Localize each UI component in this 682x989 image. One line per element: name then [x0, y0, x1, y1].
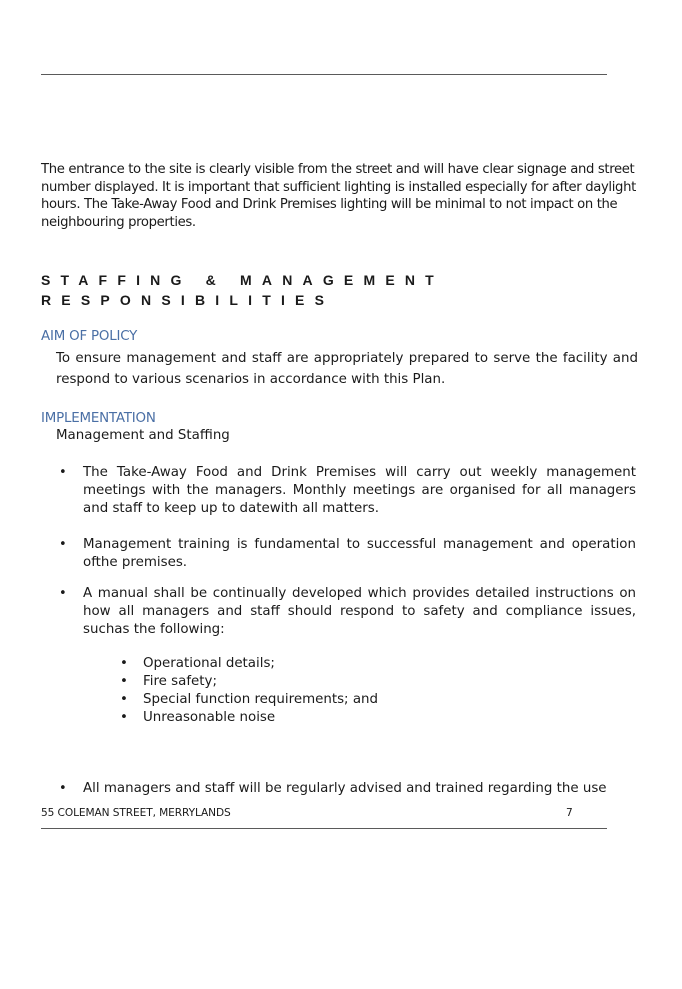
intro-paragraph: The entrance to the site is clearly visible from the street and will have clear signage and street number displayed. It is important that sufficient lighting is installed especially for after daylight hours. The Take-Away Food and Drink Premises lighting will be minimal to not impact on the neighbouring properties.: [41, 162, 636, 230]
list-item: • All managers and staff will be regularly advised and trained regarding the use: [56, 780, 636, 798]
sub-list-item: • Unreasonable noise: [117, 709, 378, 727]
section-heading: [41, 270, 601, 310]
section-heading-line1: STAFFING & MANAGEMENT: [41, 272, 444, 288]
sub-bullet-list: [117, 655, 378, 727]
list-item: • The Take-Away Food and Drink Premises will carry out weekly management meetings with the managers. Monthly meetings are organised for all managers and staff to keep up to datewith all matters.: [56, 464, 636, 518]
sub-list-item: • Operational details;: [117, 655, 378, 673]
page-number: 7: [566, 807, 573, 819]
implementation-subheading: Management and Staffing: [56, 428, 230, 443]
footer-rule: [41, 828, 607, 829]
aim-heading: AIM OF POLICY: [41, 329, 138, 344]
aim-text: To ensure management and staff are appropriately prepared to serve the facility and respond to various scenarios in accordance with this Plan.: [56, 351, 638, 387]
list-item: • Management training is fundamental to successful management and operation ofthe premises.: [56, 536, 636, 572]
footer-address: 55 COLEMAN STREET, MERRYLANDS: [41, 807, 231, 819]
sub-list-item: • Fire safety;: [117, 673, 378, 691]
list-item: • A manual shall be continually developed which provides detailed instructions on how all managers and staff should respond to safety and compliance issues, suchas the following:: [56, 585, 636, 639]
section-heading-line2: RESPONSIBILITIES: [41, 292, 335, 308]
implementation-heading: IMPLEMENTATION: [41, 411, 156, 426]
sub-list-item: • Special function requirements; and: [117, 691, 378, 709]
header-rule: [41, 74, 607, 75]
